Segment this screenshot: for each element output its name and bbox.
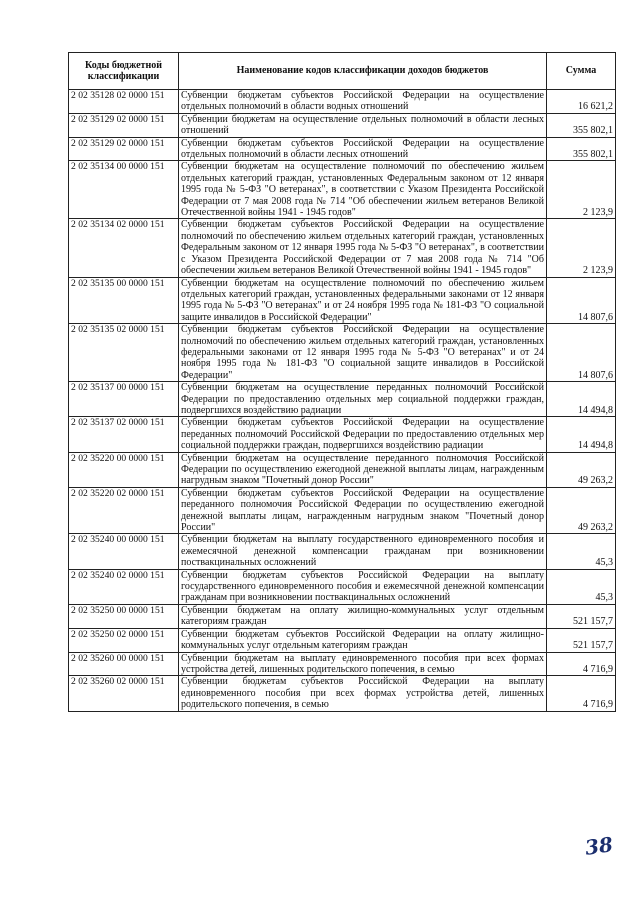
budget-codes-table: [68, 52, 616, 712]
row-code: 2 02 35240 00 0000 151: [69, 534, 179, 569]
row-name: Субвенции бюджетам субъектов Российской Федерации на осуществление отдельных полномочий в области лесных отношений: [179, 137, 547, 161]
page-number: 38: [583, 832, 615, 860]
table-row: [69, 277, 616, 324]
table-row: [69, 628, 616, 652]
row-sum: 45,3: [547, 534, 616, 569]
row-sum: 521 157,7: [547, 604, 616, 628]
row-sum: 49 263,2: [547, 452, 616, 487]
row-sum: 2 123,9: [547, 161, 616, 219]
row-sum: 355 802,1: [547, 113, 616, 137]
table-row: [69, 604, 616, 628]
table-row: [69, 382, 616, 417]
header-code: Коды бюджетной классификации: [69, 53, 179, 90]
row-code: 2 02 35137 00 0000 151: [69, 382, 179, 417]
row-name: Субвенции бюджетам на осуществление полномочий по обеспечению жильем отдельных категорий граждан, установленных Федеральным законом от 12 января 1995 года № 5-ФЗ "О ветеранах", в соответствии с Указом Президента Российской Федерации от 7 мая 2008 года № 714 "Об обеспечении жильем ветеранов Великой Отечественной войны 1941 - 1945 годов": [179, 161, 547, 219]
row-name: Субвенции бюджетам субъектов Российской Федерации на оплату жилищно-коммунальных услуг отдельным категориям граждан: [179, 628, 547, 652]
row-sum: 14 807,6: [547, 324, 616, 382]
header-sum: Сумма: [547, 53, 616, 90]
row-sum: 16 621,2: [547, 90, 616, 114]
table-row: [69, 137, 616, 161]
row-code: 2 02 35135 00 0000 151: [69, 277, 179, 324]
row-name: Субвенции бюджетам на осуществление полномочий по обеспечению жильем отдельных категорий граждан, установленных федеральными законами от 12 января 1995 года № 5-ФЗ "О ветеранах" и от 24 ноября 1995 года № 181-ФЗ "О социальной защите инвалидов в Российской Федерации": [179, 277, 547, 324]
row-name: Субвенции бюджетам субъектов Российской Федерации на осуществление переданных полномочий Российской Федерации по предоставлению отдельных мер социальной поддержки граждан, подвергшихся воздействию радиации: [179, 417, 547, 452]
row-code: 2 02 35128 02 0000 151: [69, 90, 179, 114]
row-code: 2 02 35134 00 0000 151: [69, 161, 179, 219]
row-sum: 14 494,8: [547, 417, 616, 452]
row-name: Субвенции бюджетам субъектов Российской Федерации на выплату единовременного пособия при всех формах устройства детей, лишенных родительского попечения, в семью: [179, 676, 547, 711]
row-name: Субвенции бюджетам субъектов Российской Федерации на осуществление полномочий по обеспечению жильем отдельных категорий граждан, установленных федеральными законами от 12 января 1995 года № 5-ФЗ "О ветеранах" и от 24 ноября 1995 года № 181-ФЗ "О социальной защите инвалидов в Российской Федерации": [179, 324, 547, 382]
table-row: [69, 113, 616, 137]
row-name: Субвенции бюджетам субъектов Российской Федерации на осуществление полномочий по обеспечению жильем отдельных категорий граждан, установленных Федеральным законом от 12 января 1995 года № 5-ФЗ "О ветеранах", в соответствии с Указом Президента Российской Федерации от 7 мая 2008 года № 714 "Об обеспечении жильем ветеранов Великой Отечественной войны 1941 - 1945 годов": [179, 219, 547, 277]
row-code: 2 02 35220 02 0000 151: [69, 487, 179, 534]
table-row: [69, 652, 616, 676]
table-row: [69, 487, 616, 534]
table-row: [69, 417, 616, 452]
row-code: 2 02 35250 02 0000 151: [69, 628, 179, 652]
row-name: Субвенции бюджетам на осуществление переданного полномочия Российской Федерации по осуществлению ежегодной денежной выплаты лицам, награжденным нагрудным знаком "Почетный донор России": [179, 452, 547, 487]
row-code: 2 02 35250 00 0000 151: [69, 604, 179, 628]
table-row: [69, 219, 616, 277]
row-name: Субвенции бюджетам на выплату государственного единовременного пособия и ежемесячной денежной компенсации гражданам при возникновении поствакцинальных осложнений: [179, 534, 547, 569]
row-code: 2 02 35135 02 0000 151: [69, 324, 179, 382]
row-code: 2 02 35260 00 0000 151: [69, 652, 179, 676]
table-header-row: [69, 53, 616, 90]
row-sum: 355 802,1: [547, 137, 616, 161]
row-sum: 14 807,6: [547, 277, 616, 324]
table-row: [69, 534, 616, 569]
table-row: [69, 324, 616, 382]
row-code: 2 02 35260 02 0000 151: [69, 676, 179, 711]
row-sum: 521 157,7: [547, 628, 616, 652]
row-sum: 14 494,8: [547, 382, 616, 417]
table-row: [69, 569, 616, 604]
row-sum: 4 716,9: [547, 676, 616, 711]
row-code: 2 02 35240 02 0000 151: [69, 569, 179, 604]
table-row: [69, 90, 616, 114]
row-sum: 2 123,9: [547, 219, 616, 277]
row-sum: 49 263,2: [547, 487, 616, 534]
table-row: [69, 452, 616, 487]
row-name: Субвенции бюджетам субъектов Российской Федерации на выплату государственного единовременного пособия и ежемесячной денежной компенсации гражданам при возникновении поствакцинальных осложнений: [179, 569, 547, 604]
row-sum: 45,3: [547, 569, 616, 604]
row-name: Субвенции бюджетам на выплату единовременного пособия при всех формах устройства детей, лишенных родительского попечения, в семью: [179, 652, 547, 676]
row-code: 2 02 35129 02 0000 151: [69, 113, 179, 137]
row-sum: 4 716,9: [547, 652, 616, 676]
row-name: Субвенции бюджетам субъектов Российской Федерации на осуществление переданного полномочия Российской Федерации по осуществлению ежегодной денежной выплаты лицам, награжденным нагрудным знаком "Почетный донор России": [179, 487, 547, 534]
table-row: [69, 161, 616, 219]
table-row: [69, 676, 616, 711]
row-code: 2 02 35134 02 0000 151: [69, 219, 179, 277]
row-code: 2 02 35137 02 0000 151: [69, 417, 179, 452]
row-code: 2 02 35220 00 0000 151: [69, 452, 179, 487]
header-name: Наименование кодов классификации доходов бюджетов: [179, 53, 547, 90]
row-name: Субвенции бюджетам на оплату жилищно-коммунальных услуг отдельным категориям граждан: [179, 604, 547, 628]
row-code: 2 02 35129 02 0000 151: [69, 137, 179, 161]
row-name: Субвенции бюджетам на осуществление переданных полномочий Российской Федерации по предоставлению отдельных мер социальной поддержки граждан, подвергшихся воздействию радиации: [179, 382, 547, 417]
row-name: Субвенции бюджетам на осуществление отдельных полномочий в области лесных отношений: [179, 113, 547, 137]
row-name: Субвенции бюджетам субъектов Российской Федерации на осуществление отдельных полномочий в области водных отношений: [179, 90, 547, 114]
